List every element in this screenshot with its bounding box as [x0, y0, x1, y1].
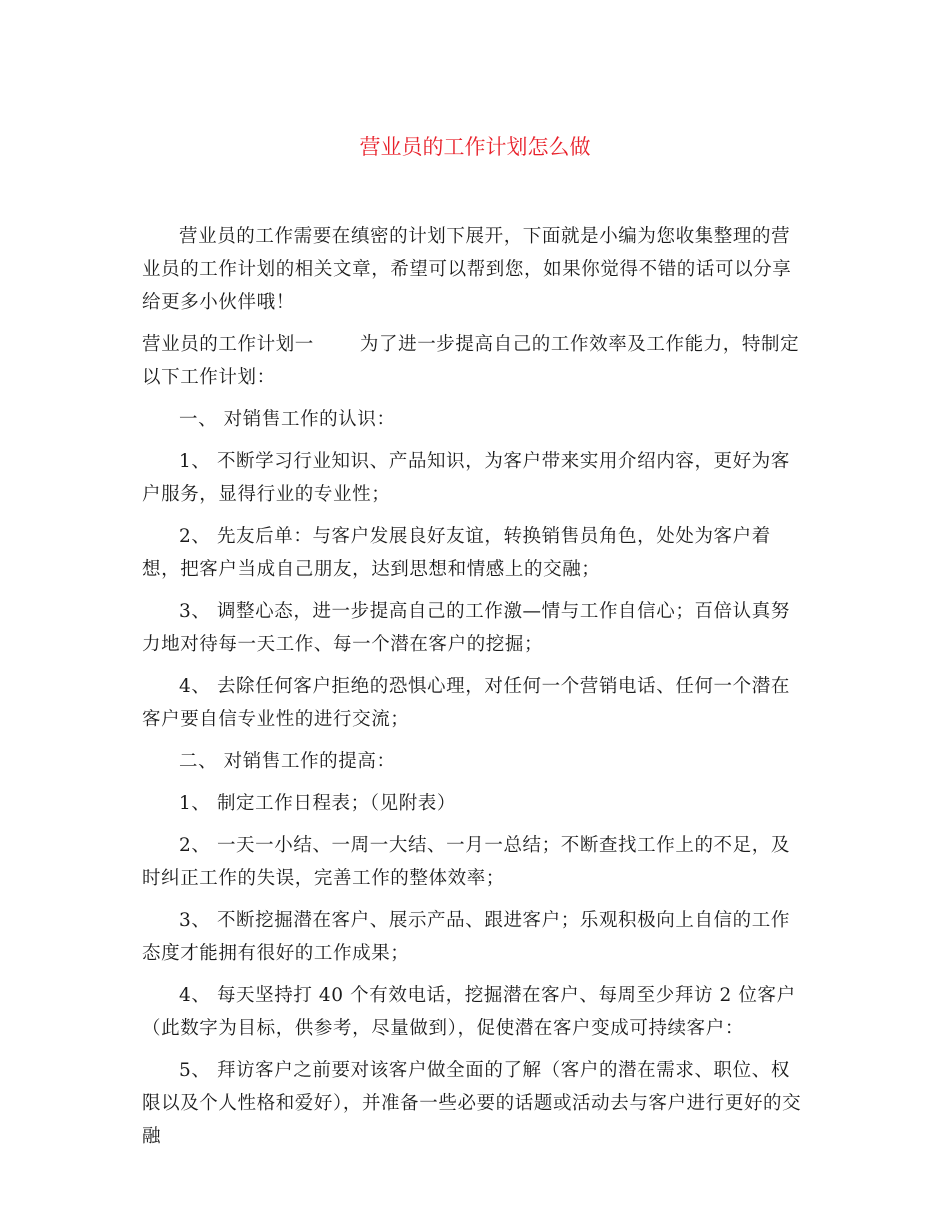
section2-heading: 二、 对销售工作的提高： — [179, 751, 396, 772]
intro-paragraph: 营业员的工作需要在缜密的计划下展开，下面就是小编为您收集整理的营业员的工作计划的相关文章，希望可以帮到您，如果你觉得不错的话可以分享给更多小伙伴哦！ — [142, 226, 792, 313]
section2-item-4: 4、 每天坚持打 40 个有效电话，挖掘潜在客户、每周至少拜访 2 位客户（此数字为目标，供参考，尽量做到），促使潜在客户变成可持续客户： — [142, 985, 796, 1039]
section2-item-5: 5、 拜访客户之前要对该客户做全面的了解（客户的潜在需求、职位、权限以及个人性格和爱好），并准备一些必要的话题或活动去与客户进行更好的交融 — [142, 1060, 802, 1147]
plan1-paragraph — [142, 328, 808, 394]
document-body — [142, 220, 808, 1162]
plan1-label: 营业员的工作计划一 — [142, 334, 314, 355]
plan1-text: 为了进一步提高自己的工作效率及工作能力，特制定以下工作计划： — [142, 334, 800, 388]
document-title: 营业员的工作计划怎么做 — [359, 135, 591, 159]
section1-heading: 一、 对销售工作的认识： — [179, 409, 396, 430]
section2-item-2: 2、 一天一小结、一周一大结、一月一总结；不断查找工作上的不足，及时纠正工作的失误，完善工作的整体效率； — [142, 835, 790, 889]
section2-item-1: 1、 制定工作日程表；（见附表） — [179, 793, 457, 814]
section1-item-4: 4、 去除任何客户拒绝的恐惧心理，对任何一个营销电话、任何一个潜在客户要自信专业性的进行交流； — [142, 676, 790, 730]
section1-item-3: 3、 调整心态，进一步提高自己的工作激—情与工作自信心；百倍认真努力地对待每一天工作、每一个潜在客户的挖掘； — [142, 601, 790, 655]
section1-item-2: 2、 先友后单：与客户发展良好友谊，转换销售员角色，处处为客户着想，把客户当成自己朋友，达到思想和情感上的交融； — [142, 526, 771, 580]
section2-item-3: 3、 不断挖掘潜在客户、展示产品、跟进客户；乐观积极向上自信的工作态度才能拥有很好的工作成果； — [142, 910, 790, 964]
section1-item-1: 1、 不断学习行业知识、产品知识，为客户带来实用介绍内容，更好为客户服务，显得行业的专业性； — [142, 451, 790, 505]
